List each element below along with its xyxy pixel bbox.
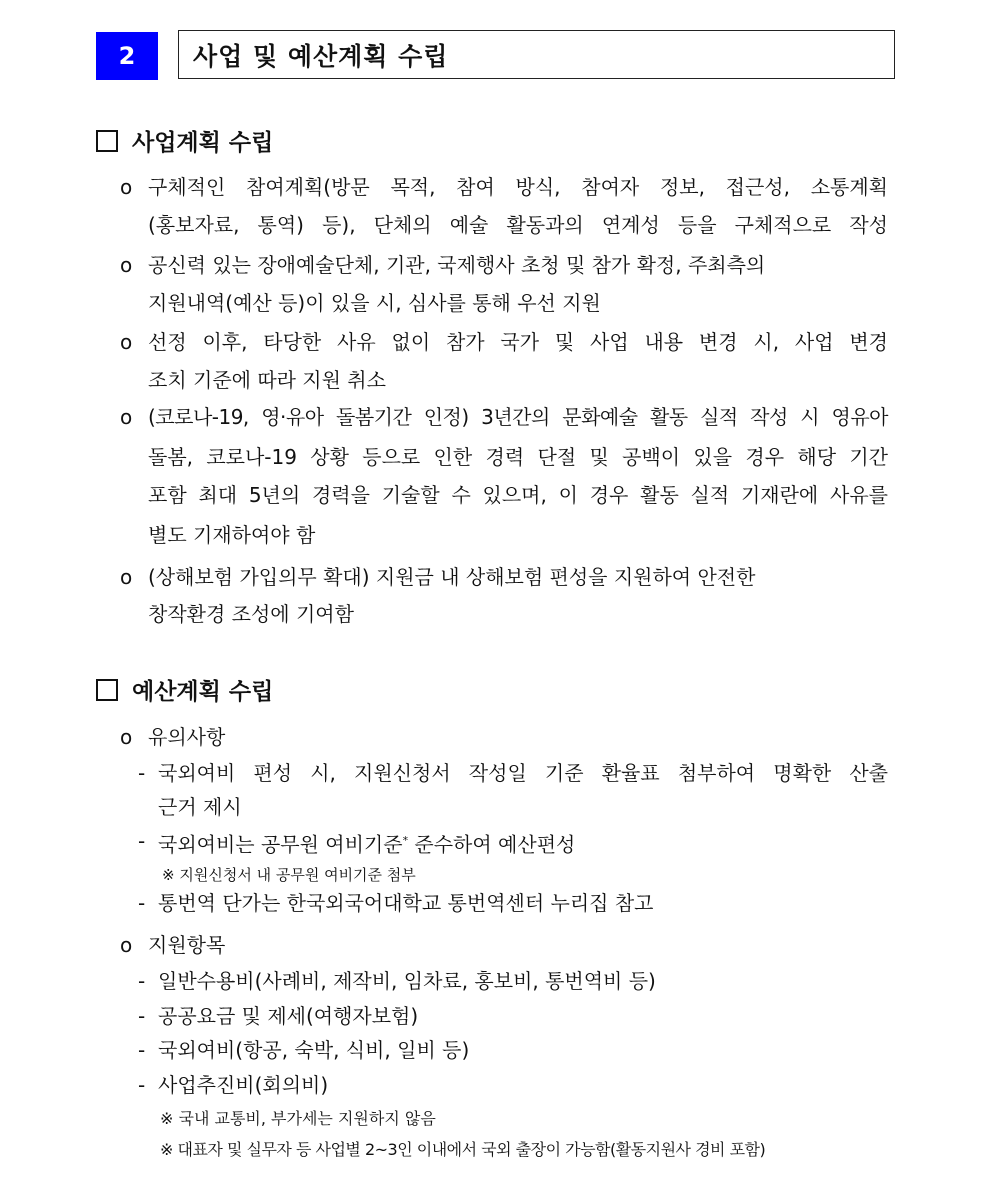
bullet-icon: o (120, 405, 133, 429)
dash-icon: - (138, 1004, 146, 1028)
note-mark-icon: ※ (160, 1140, 173, 1159)
dash-icon: - (138, 1073, 146, 1097)
group-title: 유의사항 (148, 725, 226, 749)
bullet-icon: o (120, 565, 133, 589)
text: 국외여비는 공무원 여비기준 (158, 832, 403, 857)
note-line (162, 864, 416, 886)
text-line: 통번역 단가는 한국외국어대학교 통번역센터 누리집 참고 (158, 891, 654, 915)
text-line: 지원내역(예산 등)이 있을 시, 심사를 통해 우선 지원 (148, 291, 601, 315)
list-item: 공공요금 및 제세(여행자보험) (158, 1004, 419, 1028)
note-line (160, 1139, 765, 1161)
text-line: (홍보자료, 통역) 등), 단체의 예술 활동과의 연계성 등을 구체적으로 작성 (148, 213, 888, 237)
checkbox-square-icon (96, 679, 118, 701)
text-line: 창작환경 조성에 기여함 (148, 602, 354, 626)
subsection-heading-business (96, 128, 273, 158)
text-line (158, 827, 575, 859)
section-title: 사업 및 예산계획 수립 (193, 41, 449, 71)
subsection-heading-budget (96, 677, 273, 707)
text-line: 조치 기준에 따라 지원 취소 (148, 368, 386, 392)
dash-icon: - (138, 829, 146, 853)
text-line: 국외여비 편성 시, 지원신청서 작성일 기준 환율표 첨부하여 명확한 산출 (158, 761, 888, 785)
text-line: (코로나-19, 영·유아 돌봄기간 인정) 3년간의 문화예술 활동 실적 작성 시 영유아 (148, 405, 888, 429)
bullet-icon: o (120, 330, 133, 354)
text-line: 포함 최대 5년의 경력을 기술할 수 있으며, 이 경우 활동 실적 기재란에 사유를 (148, 483, 888, 507)
text-line: 공신력 있는 장애예술단체, 기관, 국제행사 초청 및 참가 확정, 주최측의 (148, 253, 766, 277)
text-line: 선정 이후, 타당한 사유 없이 참가 국가 및 사업 내용 변경 시, 사업 변경 (148, 330, 888, 354)
text-line: 돌봄, 코로나-19 상황 등으로 인한 경력 단절 및 공백이 있을 경우 해당 기간 (148, 445, 888, 469)
bullet-icon: o (120, 175, 133, 199)
dash-icon: - (138, 761, 146, 785)
section-number-badge: 2 (96, 32, 158, 80)
note-text: 대표자 및 실무자 등 사업별 2~3인 이내에서 국외 출장이 가능함(활동지원사 경비 포함) (177, 1140, 766, 1159)
note-mark-icon: ※ (160, 1109, 174, 1128)
text-line: 근거 제시 (158, 795, 242, 819)
text: 준수하여 예산편성 (414, 832, 576, 857)
text-line: 구체적인 참여계획(방문 목적, 참여 방식, 참여자 정보, 접근성, 소통계획 (148, 175, 888, 199)
note-text: 지원신청서 내 공무원 여비기준 첨부 (179, 866, 416, 884)
text-line: 별도 기재하여야 함 (148, 523, 316, 547)
text-line: (상해보험 가입의무 확대) 지원금 내 상해보험 편성을 지원하여 안전한 (148, 565, 756, 589)
heading-text: 사업계획 수립 (132, 130, 274, 156)
bullet-icon: o (120, 725, 133, 749)
note-line (160, 1108, 436, 1130)
section-title-box (178, 30, 895, 79)
list-item: 일반수용비(사례비, 제작비, 임차료, 홍보비, 통번역비 등) (158, 969, 656, 993)
checkbox-square-icon (96, 130, 118, 152)
dash-icon: - (138, 1038, 146, 1062)
heading-text: 예산계획 수립 (132, 679, 274, 705)
bullet-icon: o (120, 933, 133, 957)
list-item: 국외여비(항공, 숙박, 식비, 일비 등) (158, 1038, 470, 1062)
list-item: 사업추진비(회의비) (158, 1073, 329, 1097)
group-title: 지원항목 (148, 933, 226, 957)
footnote-mark: * (402, 834, 409, 847)
dash-icon: - (138, 969, 146, 993)
bullet-icon: o (120, 253, 133, 277)
note-text: 국내 교통비, 부가세는 지원하지 않음 (178, 1109, 436, 1128)
note-mark-icon: ※ (162, 866, 175, 884)
dash-icon: - (138, 891, 146, 915)
